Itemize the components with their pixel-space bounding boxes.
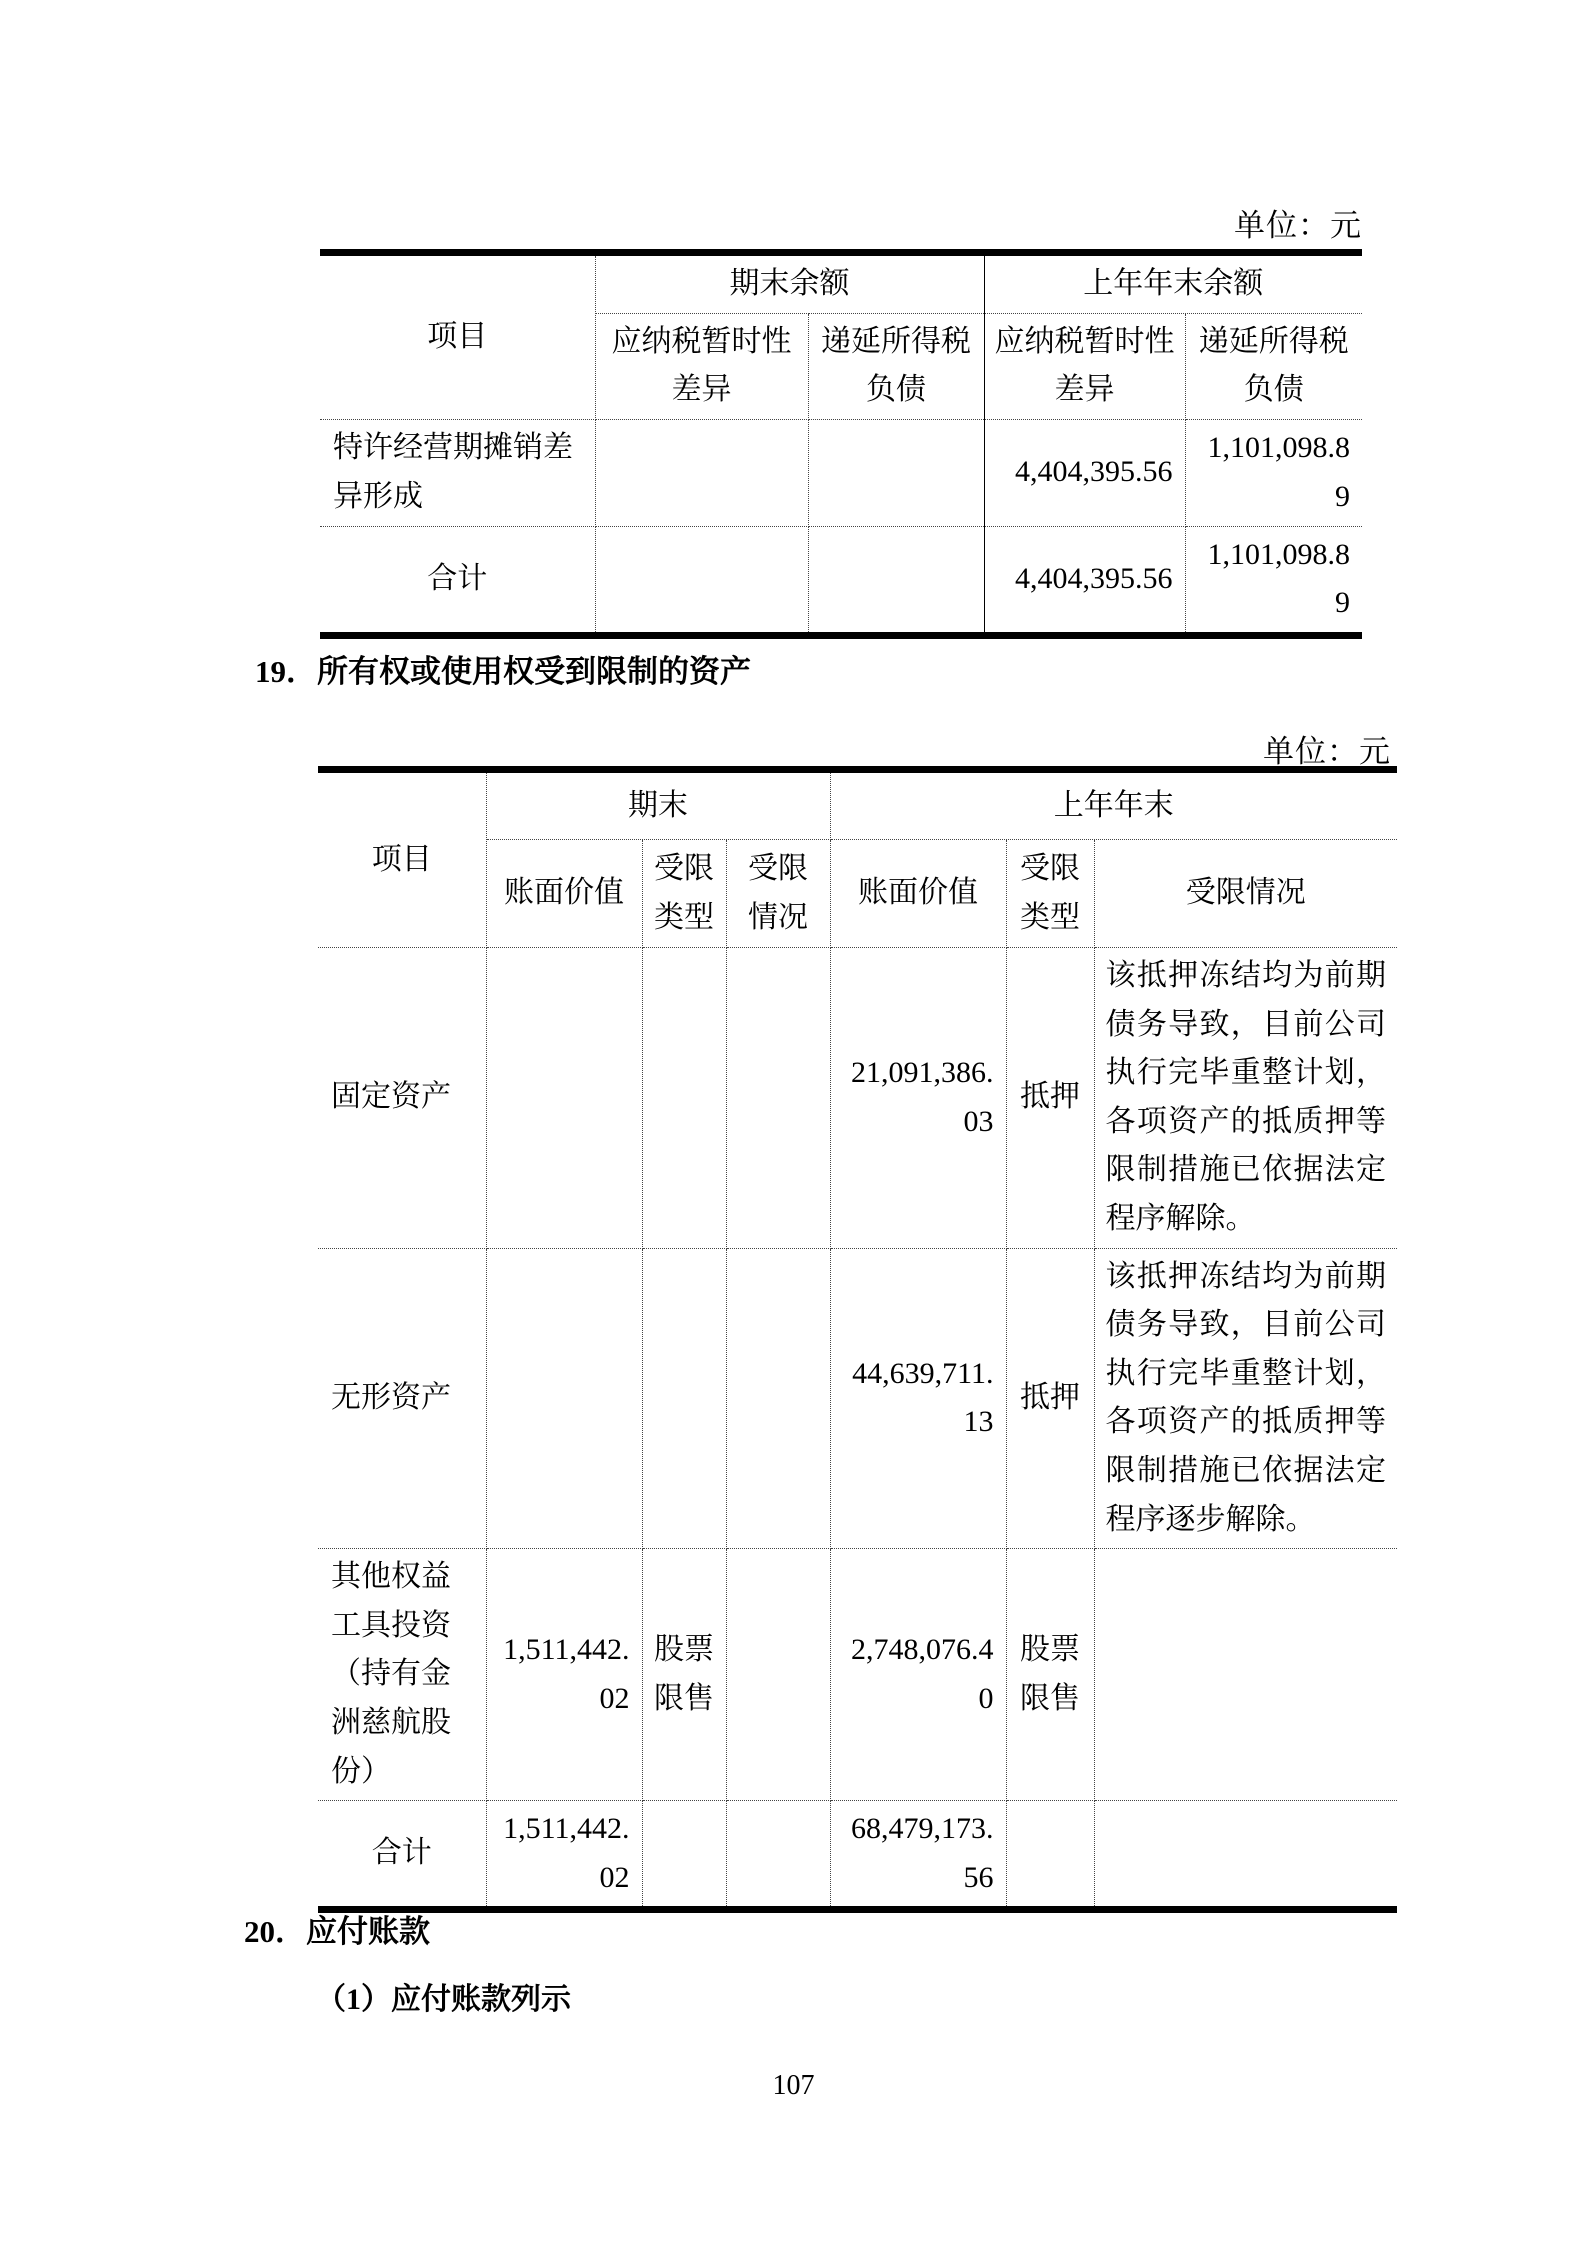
cell-end-deferred (808, 526, 984, 635)
header-prev-taxable-diff: 应纳税暂时性差异 (984, 313, 1185, 419)
section-19-heading: 19．所有权或使用权受到限制的资产 (255, 654, 751, 689)
table-row-intangible-assets (318, 1248, 1397, 1549)
header-group-end-balance: 期末余额 (595, 253, 984, 314)
cell-prev-deferred: 1,101,098.89 (1185, 526, 1362, 635)
cell-end-taxable (595, 526, 808, 635)
cell-prev-taxable: 4,404,395.56 (984, 419, 1185, 526)
cell-prev-book-value: 2,748,076.40 (830, 1549, 1006, 1801)
page-number: 107 (772, 2070, 815, 2101)
cell-end-restriction-detail (726, 1549, 830, 1801)
cell-end-restriction-detail (726, 1801, 830, 1910)
cell-prev-restriction-type: 抵押 (1006, 948, 1094, 1249)
table-header-row (320, 253, 1362, 314)
row-item-label: 特许经营期摊销差异形成 (320, 419, 595, 526)
header-item: 项目 (320, 253, 595, 420)
table-row-other-equity-investments (318, 1549, 1397, 1801)
unit-label-deferred-tax-table: 单位：元 (1234, 208, 1362, 243)
table-header-row (318, 770, 1397, 840)
cell-prev-restriction-detail: 该抵押冻结均为前期债务导致，目前公司执行完毕重整计划，各项资产的抵质押等限制措施已依据法定程序逐步解除。 (1094, 1248, 1397, 1549)
cell-prev-restriction-type: 抵押 (1006, 1248, 1094, 1549)
unit-label-restricted-assets-table: 单位：元 (1263, 734, 1391, 769)
header-group-prev-balance: 上年年末余额 (984, 253, 1362, 314)
cell-prev-taxable: 4,404,395.56 (984, 526, 1185, 635)
cell-end-restriction-type (642, 948, 726, 1249)
cell-prev-restriction-detail (1094, 1549, 1397, 1801)
cell-prev-restriction-type: 股票限售 (1006, 1549, 1094, 1801)
section-20-heading: 20．应付账款 (244, 1914, 430, 1949)
header-end-book-value: 账面价值 (486, 840, 642, 948)
cell-prev-restriction-detail (1094, 1801, 1397, 1910)
cell-end-restriction-type (642, 1248, 726, 1549)
row-total-label: 合计 (318, 1801, 486, 1910)
cell-end-restriction-type: 股票限售 (642, 1549, 726, 1801)
section-20-subheading: （1）应付账款列示 (316, 1983, 571, 2016)
deferred-tax-liabilities-table (320, 249, 1362, 639)
header-end-taxable-diff: 应纳税暂时性差异 (595, 313, 808, 419)
cell-prev-restriction-detail: 该抵押冻结均为前期债务导致，目前公司执行完毕重整计划，各项资产的抵质押等限制措施已依据法定程序解除。 (1094, 948, 1397, 1249)
cell-end-book-value: 1,511,442.02 (486, 1549, 642, 1801)
cell-prev-deferred: 1,101,098.89 (1185, 419, 1362, 526)
row-item-label: 其他权益工具投资（持有金洲慈航股份） (318, 1549, 486, 1801)
cell-prev-book-value: 44,639,711.13 (830, 1248, 1006, 1549)
row-total-label: 合计 (320, 526, 595, 635)
table-row-fixed-assets (318, 948, 1397, 1249)
header-end-restriction-detail: 受限情况 (726, 840, 830, 948)
restricted-assets-table (318, 766, 1397, 1913)
cell-prev-book-value: 68,479,173.56 (830, 1801, 1006, 1910)
header-prev-restriction-type: 受限类型 (1006, 840, 1094, 948)
row-item-label: 无形资产 (318, 1248, 486, 1549)
header-group-prev: 上年年末 (830, 770, 1397, 840)
header-prev-deferred-liability: 递延所得税负债 (1185, 313, 1362, 419)
table-total-row (318, 1801, 1397, 1910)
header-end-restriction-type: 受限类型 (642, 840, 726, 948)
cell-end-restriction-detail (726, 1248, 830, 1549)
cell-end-book-value: 1,511,442.02 (486, 1801, 642, 1910)
cell-end-deferred (808, 419, 984, 526)
header-end-deferred-liability: 递延所得税负债 (808, 313, 984, 419)
cell-prev-restriction-type (1006, 1801, 1094, 1910)
header-group-end: 期末 (486, 770, 830, 840)
cell-end-book-value (486, 948, 642, 1249)
table-total-row (320, 526, 1362, 635)
cell-prev-book-value: 21,091,386.03 (830, 948, 1006, 1249)
header-prev-restriction-detail: 受限情况 (1094, 840, 1397, 948)
cell-end-taxable (595, 419, 808, 526)
table-row (320, 419, 1362, 526)
header-prev-book-value: 账面价值 (830, 840, 1006, 948)
cell-end-restriction-detail (726, 948, 830, 1249)
cell-end-restriction-type (642, 1801, 726, 1910)
row-item-label: 固定资产 (318, 948, 486, 1249)
cell-end-book-value (486, 1248, 642, 1549)
header-item: 项目 (318, 770, 486, 948)
